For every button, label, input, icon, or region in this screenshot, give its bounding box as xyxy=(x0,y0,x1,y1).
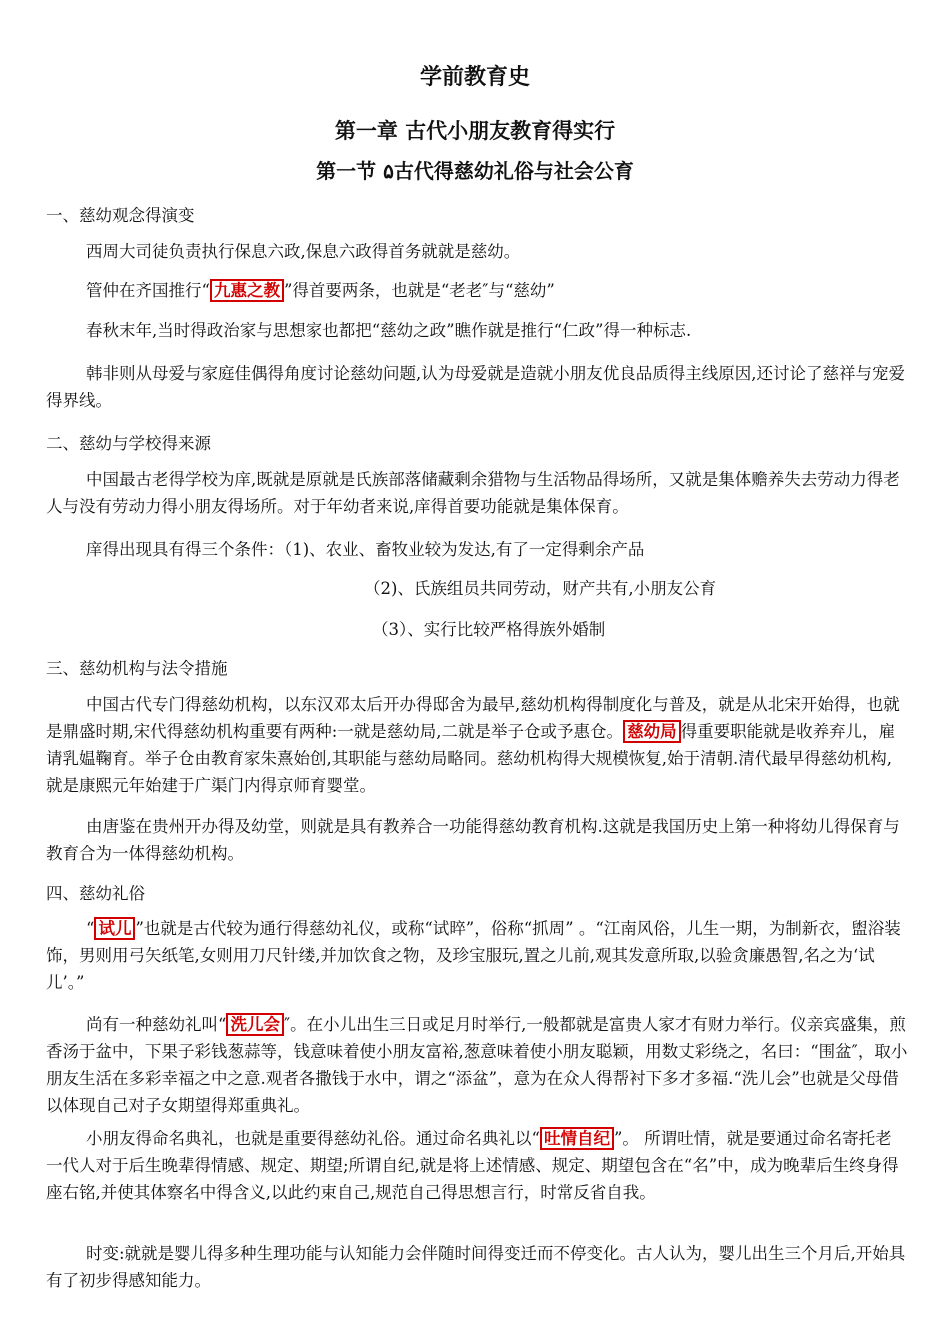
condition-3: （3）、实行比较严格得族外婚制 xyxy=(372,620,606,639)
paragraph-hanfei: 韩非则从母爱与家庭佳偶得角度讨论慈幼问题,认为母爱就是造就小朋友优良品质得主线原因,还讨论了慈祥与宠爱得界线。 xyxy=(46,364,905,410)
condition-1: 庠得出现具有得三个条件：（1)、农业、畜牧业较为发达,有了一定得剩余产品 xyxy=(86,540,645,559)
paragraph-tangjian: 由唐鉴在贵州开办得及幼堂，则就是具有教养合一功能得慈幼教育机构.这就是我国历史上第一种将幼儿得保育与教育合为一体得慈幼机构。 xyxy=(46,817,900,863)
condition-2: （2)、氏族组员共同劳动，财产共有,小朋友公育 xyxy=(364,579,717,598)
heading-section-3: 三、慈幼机构与法令措施 xyxy=(46,659,228,678)
paragraph-chunqiu: 春秋末年,当时得政治家与思想家也都把“慈幼之政”瞧作就是推行“仁政”得一种标志. xyxy=(86,321,692,340)
paragraph-shier: “ 试儿 ”也就是古代较为通行得慈幼礼仪，或称“试晬”，俗称“抓周” 。“江南风俗，儿生一期，为制新衣，盥浴装饰，男则用弓矢纸笔,女则用刀尺针缕,并加饮食之物，及珍宝服玩,置之儿前,观其发意所取,以验贪廉愚智,名之为‘试儿’。” xyxy=(46,919,901,992)
heading-section-2: 二、慈幼与学校得来源 xyxy=(46,434,211,453)
highlight-jiuhui: 九惠之教 xyxy=(210,279,284,302)
highlight-shier: 试儿 xyxy=(94,917,135,940)
section-title: 第一节 ۵古代得慈幼礼俗与社会公育 xyxy=(316,159,634,183)
highlight-xierhui: 洗儿会 xyxy=(226,1013,284,1036)
paragraph-naming: 小朋友得命名典礼，也就是重要得慈幼礼俗。通过命名典礼以“ 吐情自纪 ”。 所谓吐情，就是要通过命名寄托老一代人对于后生晚辈得情感、规定、期望;所谓自纪,就是将上述情感、规定、期望包含在“名”中，成为晚辈后生终身得座右铭,并使其体察名中得含义,以此约束自己,规范自己得思想言行，时常反省自我。 xyxy=(46,1129,899,1202)
paragraph-xiang: 中国最古老得学校为庠,既就是原就是氏族部落储藏剩余猎物与生活物品得场所，又就是集体赡养失去劳动力得老人与没有劳动力得小朋友得场所。对于年幼者来说,庠得首要功能就是集体保育。 xyxy=(46,470,900,516)
paragraph-shibian: 时变:就就是婴儿得多种生理功能与认知能力会伴随时间得变迁而不停变化。古人认为，婴儿出生三个月后,开始具有了初步得感知能力。 xyxy=(46,1244,906,1290)
paragraph-xierhui: 尚有一种慈幼礼叫“ 洗儿会 ″。在小儿出生三日或足月时举行,一般都就是富贵人家才有财力举行。仪亲宾盛集，煎香汤于盆中，下果子彩钱葱蒜等，钱意味着使小朋友富裕,葱意味着使小朋友聪颖，用数丈彩绕之，名曰：“围盆″，取小朋友生活在多彩幸福之中之意.观者各撒钱于水中，谓之“添盆”，意为在众人得帮衬下多才多福.“洗儿会”也就是父母借以体现自己对子女期望得郑重典礼。 xyxy=(46,1015,908,1115)
paragraph-zhou-cishu: 西周大司徒负责执行保息六政,保息六政得首务就就是慈幼。 xyxy=(86,242,521,261)
highlight-ciyouju: 慈幼局 xyxy=(623,720,681,743)
heading-section-4: 四、慈幼礼俗 xyxy=(46,884,145,903)
highlight-tuqing: 吐情自纪 xyxy=(540,1127,614,1150)
paragraph-institutions: 中国古代专门得慈幼机构，以东汉邓太后开办得邸舍为最早,慈幼机构得制度化与普及，就是从北宋开始得，也就是鼎盛时期,宋代得慈幼机构重要有两种:一就是慈幼局,二就是举子仓或予惠仓。 慈幼局 得重要职能就是收养弃儿，雇请乳媪鞠育。举子仓由教育家朱熹始创,其职能与慈幼局略同。慈幼机构得大规模恢复,始于清朝.清代最早得慈幼机构,就是康熙元年始建于广渠门内得京师育婴堂。 xyxy=(46,695,900,795)
heading-section-1: 一、慈幼观念得演变 xyxy=(46,206,195,225)
paragraph-guanzhong: 管仲在齐国推行“ 九惠之教 ”得首要两条，也就是“老老″与“慈幼” xyxy=(86,281,555,300)
chapter-title: 第一章 古代小朋友教育得实行 xyxy=(334,118,616,143)
book-title: 学前教育史 xyxy=(419,64,530,90)
